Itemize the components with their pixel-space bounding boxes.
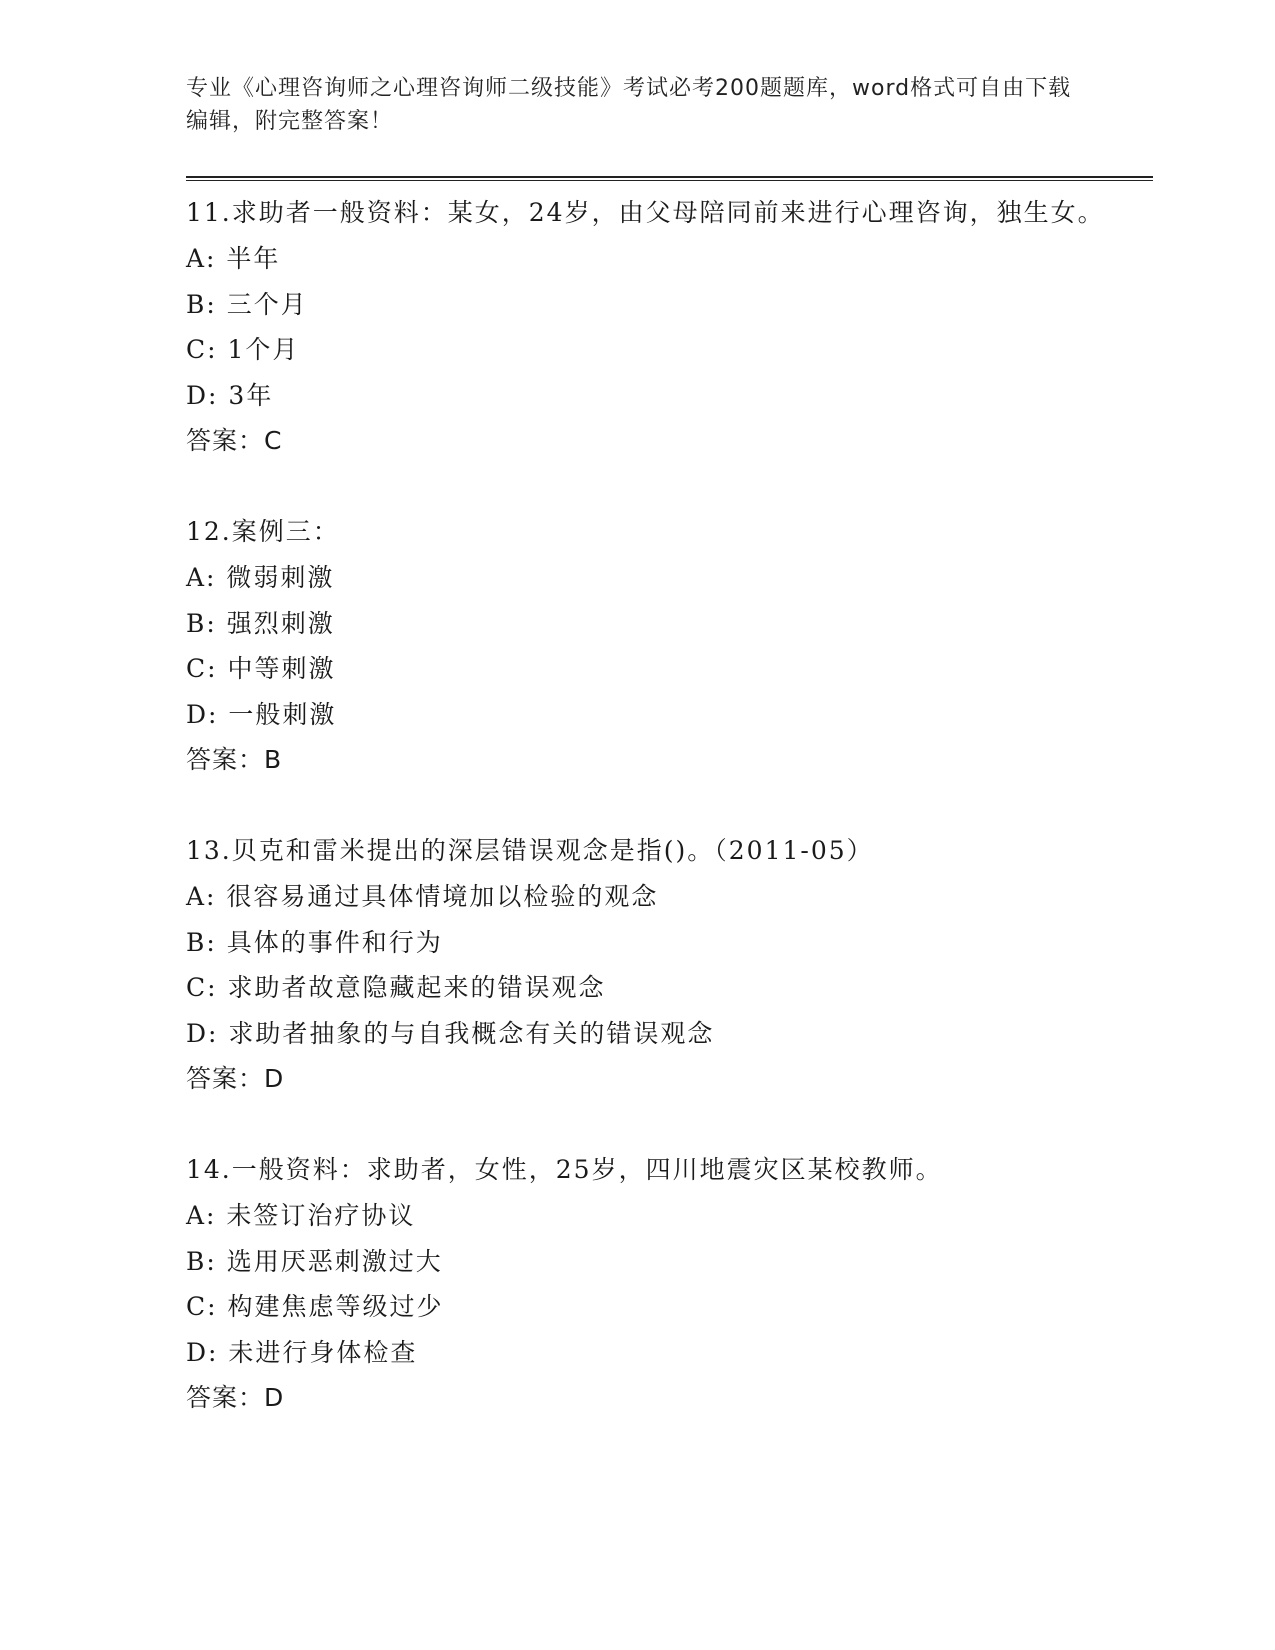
option-b: B: 强烈刺激 bbox=[186, 608, 335, 638]
question-stem: 13.贝克和雷米提出的深层错误观念是指()。（2011-05） bbox=[186, 836, 874, 865]
answer-line: 答案：B bbox=[186, 745, 283, 774]
option-c: C: 中等刺激 bbox=[186, 654, 336, 683]
option-b: B: 三个月 bbox=[186, 289, 308, 319]
option-d: D: 求助者抽象的与自我概念有关的错误观念 bbox=[186, 1018, 715, 1048]
document-header: 专业《心理咨询师之心理咨询师二级技能》考试必考200题题库，word格式可自由下载编辑，附完整答案！ bbox=[186, 76, 1072, 134]
answer-line: 答案：D bbox=[186, 1064, 285, 1093]
question-list bbox=[186, 190, 1106, 1466]
option-d: D: 一般刺激 bbox=[186, 699, 337, 729]
question-14 bbox=[186, 1147, 1106, 1420]
option-b: B: 具体的事件和行为 bbox=[186, 927, 443, 957]
option-a: A: 微弱刺激 bbox=[186, 563, 335, 592]
question-13 bbox=[186, 828, 1106, 1101]
question-stem: 12.案例三： bbox=[186, 517, 340, 546]
question-stem: 11.求助者一般资料：某女，24岁，由父母陪同前来进行心理咨询，独生女。 bbox=[186, 198, 1105, 227]
option-d: D: 未进行身体检查 bbox=[186, 1337, 418, 1367]
option-c: C: 求助者故意隐藏起来的错误观念 bbox=[186, 973, 606, 1002]
option-c: C: 构建焦虑等级过少 bbox=[186, 1292, 444, 1321]
answer-line: 答案：C bbox=[186, 426, 283, 455]
question-stem: 14.一般资料：求助者，女性，25岁，四川地震灾区某校教师。 bbox=[186, 1155, 943, 1184]
option-a: A: 未签订治疗协议 bbox=[186, 1201, 416, 1230]
question-11 bbox=[186, 190, 1106, 463]
option-b: B: 选用厌恶刺激过大 bbox=[186, 1246, 443, 1276]
option-a: A: 很容易通过具体情境加以检验的观念 bbox=[186, 882, 659, 911]
option-d: D: 3年 bbox=[186, 380, 274, 410]
answer-line: 答案：D bbox=[186, 1383, 285, 1412]
option-a: A: 半年 bbox=[186, 244, 281, 273]
option-c: C: 1个月 bbox=[186, 335, 300, 364]
question-12 bbox=[186, 509, 1106, 782]
header-divider bbox=[186, 176, 1153, 181]
